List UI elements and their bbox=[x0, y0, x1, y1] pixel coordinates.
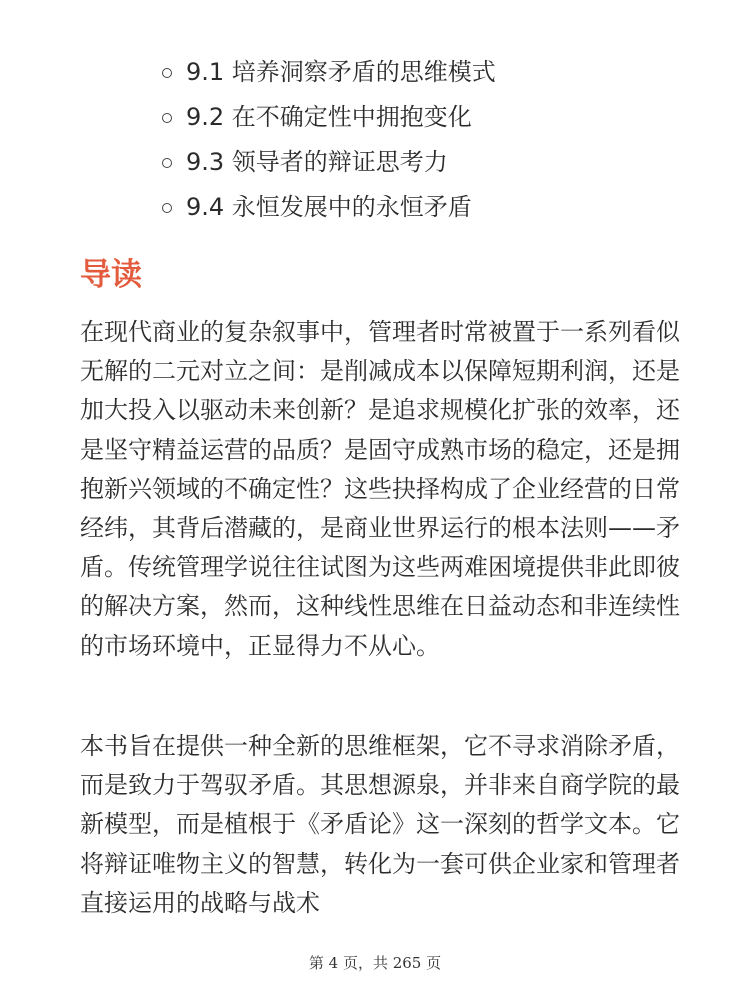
page-number-footer: 第 4 页，共 265 页 bbox=[308, 954, 442, 972]
body-paragraph: 本书旨在提供一种全新的思维框架，它不寻求消除矛盾，而是致力于驾驭矛盾。其思想源泉，并非来自商学院的最新模型，而是植根于《矛盾论》这一深刻的哲学文本。它将辩证唯物主义的智慧，转化为一套可供企业家和管理者直接运用的战略与战术 bbox=[80, 732, 680, 917]
section-title: 导读 bbox=[80, 257, 142, 293]
hollow-circle-bullet-icon bbox=[162, 158, 172, 168]
toc-item[interactable] bbox=[162, 95, 496, 140]
body-paragraph: 在现代商业的复杂叙事中，管理者时常被置于一系列看似无解的二元对立之间：是削减成本以保障短期利润，还是加大投入以驱动未来创新？是追求规模化扩张的效率，还是坚守精益运营的品质？是固守成熟市场的稳定，还是拥抱新兴领域的不确定性？这些抉择构成了企业经营的日常经纬，其背后潜藏的，是商业世界运行的根本法则——矛盾。传统管理学说往往试图为这些两难困境提供非此即彼的解决方案，然而，这种线性思维在日益动态和非连续性的市场环境中，正显得力不从心。 bbox=[80, 318, 680, 660]
hollow-circle-bullet-icon bbox=[162, 113, 172, 123]
toc-item[interactable] bbox=[162, 50, 496, 95]
toc-item-label: 9.4 永恒发展中的永恒矛盾 bbox=[186, 193, 472, 221]
toc-list bbox=[162, 50, 496, 230]
hollow-circle-bullet-icon bbox=[162, 203, 172, 213]
toc-item-label: 9.2 在不确定性中拥抱变化 bbox=[186, 103, 472, 131]
toc-item-label: 9.3 领导者的辩证思考力 bbox=[186, 148, 448, 176]
toc-item-label: 9.1 培养洞察矛盾的思维模式 bbox=[186, 58, 496, 86]
toc-item[interactable] bbox=[162, 185, 496, 230]
toc-item[interactable] bbox=[162, 140, 496, 185]
hollow-circle-bullet-icon bbox=[162, 68, 172, 78]
